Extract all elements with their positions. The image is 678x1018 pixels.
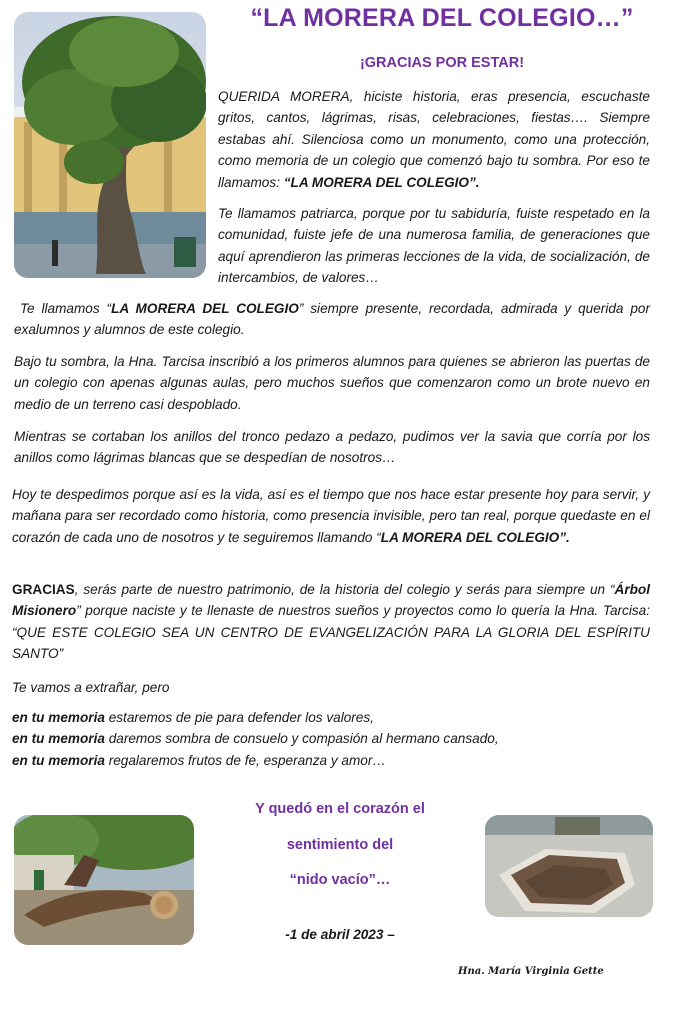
memory-list	[12, 707, 650, 771]
paragraph-extranar: Te vamos a extrañar, pero	[12, 680, 170, 695]
paragraph-patriarca: Te llamamos patriarca, porque por tu sabiduría, fuiste respetado en la comunidad, fuiste jefe de una numerosa familia, de generaciones que aquí aprendieron las primeras lecciones de la vida, de socialización, de intercambios, de valores…	[218, 206, 650, 286]
p3-bold: LA MORERA DEL COLEGIO	[111, 301, 299, 316]
felled-tree-photo	[14, 815, 194, 945]
p6-text: Hoy te despedimos porque así es la vida, así es el tiempo que nos hace estar presente hoy para servir, y mañana para ser recordado como historia, como presencia invisible, pero tan real, porque quedaste en el corazón de cada uno de nosotros y te seguiremos llamando “	[12, 487, 650, 545]
page-subtitle: ¡GRACIAS POR ESTAR!	[359, 55, 525, 71]
p3-text-a: Te llamamos “	[20, 301, 112, 316]
memory-line	[12, 707, 650, 728]
empty-nest-photo	[485, 815, 653, 917]
paragraph-querida-morera	[218, 86, 650, 193]
closing-line-1: Y quedó en el corazón el	[255, 801, 425, 817]
memory-line	[12, 750, 650, 771]
date: -1 de abril 2023 –	[285, 927, 395, 942]
paragraph-te-llamamos	[14, 298, 650, 341]
p7-gracias: GRACIAS	[12, 582, 75, 597]
memory-rest: regalaremos frutos de fe, esperanza y amor…	[104, 752, 386, 768]
memory-rest: estaremos de pie para defender los valores,	[104, 710, 374, 725]
p1-bold: “LA MORERA DEL COLEGIO”.	[283, 174, 480, 190]
closing-line-2: sentimiento del	[286, 837, 394, 853]
p7-text-b: , serás parte de nuestro patrimonio, de la historia del colegio y serás para siempre un “	[74, 582, 615, 597]
memory-lead: en tu memoria	[12, 752, 105, 768]
closing-line-3: “nido vacío”…	[289, 872, 391, 888]
tree-photo	[14, 12, 206, 278]
p3-text-c: ” siempre presente, recordada, admirada y querida por exalumnos y alumnos de este colegio.	[14, 301, 650, 338]
p1-text: QUERIDA MORERA, hiciste historia, eras presencia, escuchaste gritos, cantos, lágrimas, risas, celebraciones, fiestas…. Siempre estabas ahí. Silenciosa como un monumento, como una protección, como memoria de un colegio que comenzó bajo tu sombra. Por eso te llamamos:	[218, 89, 650, 190]
p7-arbol: Árbol Misionero	[12, 582, 650, 619]
paragraph-bajo-tu-sombra: Bajo tu sombra, la Hna. Tarcisa inscribió a los primeros alumnos para quienes se abrieron las puertas de un colegio con apenas algunas aulas, pero muchos sueños que comenzaron como un brote nuevo en medio de un terreno casi despoblado.	[14, 354, 650, 412]
memory-lead: en tu memoria	[12, 731, 105, 747]
memory-rest: daremos sombra de consuelo y compasión al hermano cansado,	[104, 731, 499, 747]
memory-line	[12, 728, 650, 749]
memory-lead: en tu memoria	[12, 710, 105, 725]
signature: Hna. María Virginia Gette	[458, 966, 604, 977]
paragraph-gracias	[12, 579, 650, 665]
p6-bold: LA MORERA DEL COLEGIO”.	[380, 529, 570, 545]
paragraph-hoy	[12, 484, 650, 548]
paragraph-mientras: Mientras se cortaban los anillos del tronco pedazo a pedazo, pudimos ver la savia que corría por los anillos como lágrimas blancas que se despedían de nosotros…	[14, 429, 650, 466]
page-title: “LA MORERA DEL COLEGIO…”	[250, 4, 634, 32]
p7-text-d: ” porque naciste y te llenaste de nuestros sueños y proyectos como lo quería la Hna. Tarcisa: “QUE ESTE COLEGIO SEA UN CENTRO DE EVANGELIZACIÓN PARA LA GLORIA DEL ESPÍRITU SANTO”	[12, 603, 650, 662]
